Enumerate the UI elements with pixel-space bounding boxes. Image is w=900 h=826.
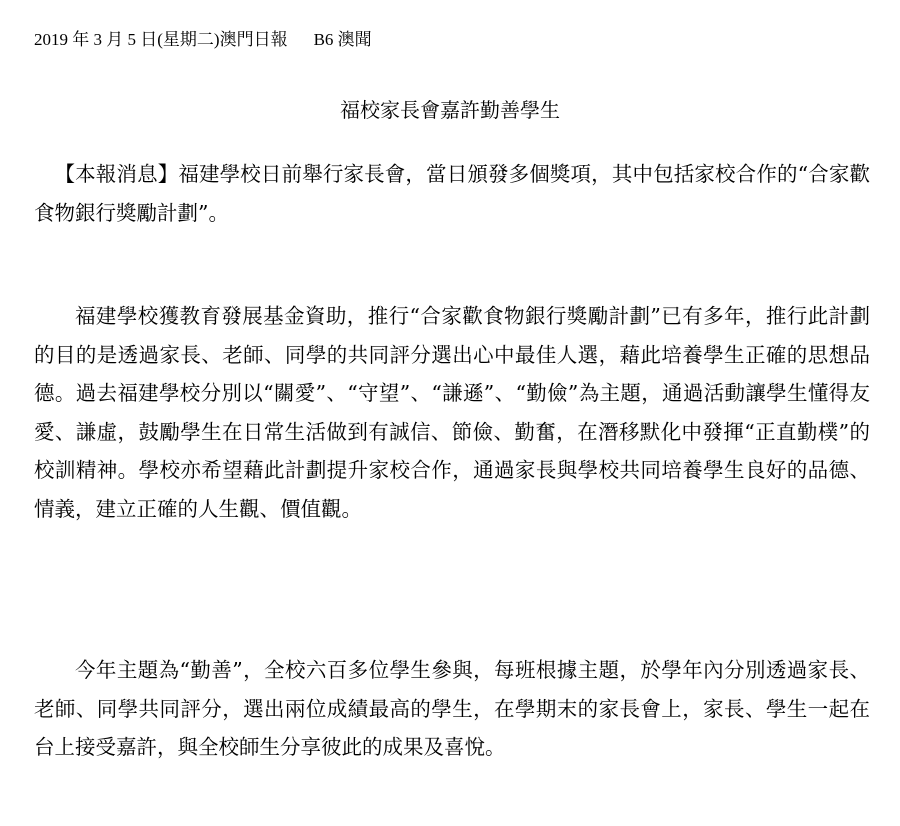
article-lead-paragraph [34,155,870,232]
article-paragraph: 福建學校獲教育發展基金資助，推行“合家歡食物銀行獎勵計劃”已有多年，推行此計劃的目的是透過家長、老師、同學的共同評分選出心中最佳人選，藉此培養學生正確的思想品德。過去福建學校分別以“關愛”、“守望”、“謙遜”、“勤儉”為主題，通過活動讓學生懂得友愛、謙虛，鼓勵學生在日常生活做到有誠信、節儉、勤奮，在潛移默化中發揮“正直勤樸”的校訓精神。學校亦希望藉此計劃提升家校合作，通過家長與學校共同培養學生良好的品德、情義，建立正確的人生觀、價值觀。 [34,304,870,521]
publication-header [34,28,372,52]
publication-date: 2019 年 3 月 5 日(星期二)澳門日報 [34,30,288,49]
lead-text: 福建學校日前舉行家長會，當日頒發多個獎項，其中包括家校合作的“合家歡食物銀行獎勵計劃”。 [34,162,871,225]
section-label: B6 澳聞 [313,30,372,49]
news-source-tag: 【本報消息】 [54,162,179,186]
article-title: 福校家長會嘉許勤善學生 [340,98,560,122]
article-paragraph: 今年主題為“勤善”，全校六百多位學生參與，每班根據主題，於學年內分別透過家長、老師、同學共同評分，選出兩位成績最高的學生，在學期末的家長會上，家長、學生一起在台上接受嘉許，與全校師生分享彼此的成果及喜悅。 [34,658,870,759]
